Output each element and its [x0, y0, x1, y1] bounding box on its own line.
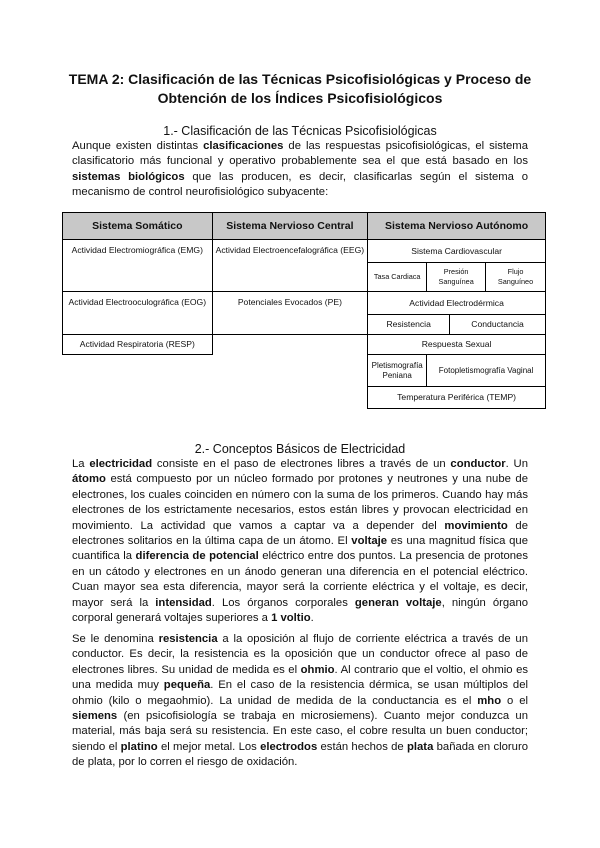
text-run: Se le denomina	[72, 633, 159, 645]
text-run: . Los órganos corporales	[211, 596, 355, 609]
text-run: el mejor metal. Los	[157, 740, 261, 753]
bold-term: mho	[477, 694, 502, 707]
text-run: . Un	[505, 458, 528, 470]
bold-term: plata	[406, 740, 434, 753]
bold-term: intensidad	[155, 596, 212, 609]
title-line-1: TEMA 2: Clasificación de las Técnicas Psicofisiológicas y Proceso de	[68, 71, 532, 87]
text-run: está compuesto por un núcleo formado por protones y neutrones y una nube de electrones, los cuales coinciden en número con la suma de los primeros. Cuando hay más electrones de los estrictamente necesarios, estos están libres y provocan electricidad en movimiento. La actividad que vamos a captar va a depender del	[72, 473, 528, 532]
bold-term: voltaje	[351, 535, 388, 548]
text-run: eléctrico entre dos puntos. La presencia de protones en un cátodo y electrones en un ánodo generan una diferencia en el potencial eléctrico. Cuan mayor sea esta diferencia, mayor será la corriente eléctrica y el voltaje, es decir, mayor será la	[72, 550, 528, 609]
bold-term: movimiento	[444, 519, 508, 532]
text-run: La	[72, 458, 90, 470]
header-central: Sistema Nervioso Central	[212, 213, 368, 240]
section-1-heading: 1.- Clasificación de las Técnicas Psicofisiológicas	[163, 124, 437, 138]
bold-term: electricidad	[89, 458, 153, 470]
cell-heart-rate: Tasa Cardiaca	[368, 263, 427, 292]
bold-term: diferencia de potencial	[135, 550, 259, 563]
cell-resp: Actividad Respiratoria (RESP)	[63, 335, 213, 355]
empty-cell	[63, 387, 213, 409]
text-run: (en psicofisiología se trabaja en microsiemens). Cuanto mejor conduzca un material, más baja será su resistencia. En este caso, el cobre resulta un buen conductor; siendo el	[72, 710, 528, 753]
empty-cell	[63, 355, 213, 387]
text-run: están hechos de	[317, 740, 407, 753]
bold-term: platino	[120, 740, 158, 753]
text-run: consiste en el paso de electrones libres a través de un	[152, 458, 451, 470]
header-autonomic: Sistema Nervioso Autónomo	[368, 213, 546, 240]
cell-eog: Actividad Electrooculográfica (EOG)	[63, 292, 213, 335]
bold-term: sistemas biológicos	[72, 170, 185, 183]
classification-table	[62, 212, 546, 409]
bold-term: pequeña	[163, 679, 211, 692]
cell-emg: Actividad Electromiográfica (EMG)	[63, 240, 213, 292]
text-run: de las respuestas psicofisiológicas, el sistema clasificatorio más funcional y operativo probablemente sea el que está basado en los	[72, 140, 528, 168]
text-run: que las producen, es decir, clasificarlas según el sistema o mecanismo de control neurofisiológico subyacente:	[72, 170, 529, 199]
bold-term: resistencia	[158, 633, 218, 645]
text-run: de electrones solitarios en la última capa de un átomo. El	[72, 519, 528, 548]
title-line-2: Obtención de los Índices Psicofisiológicos	[157, 90, 443, 106]
cell-eeg: Actividad Electroencefalográfica (EEG)	[212, 240, 368, 292]
section-2-heading: 2.- Conceptos Básicos de Electricidad	[194, 442, 406, 456]
cell-temperature: Temperatura Periférica (TEMP)	[368, 387, 546, 409]
text-run: Aunque existen distintas	[72, 140, 204, 152]
cell-penile-pleth: Pletismografía Peniana	[368, 355, 427, 387]
text-run: bañada en cloruro de plata, por lo corren el riesgo de oxidación.	[72, 740, 528, 769]
section-2-paragraph-2	[72, 632, 528, 771]
cell-cardiovascular: Sistema Cardiovascular	[368, 240, 546, 263]
text-run: , ningún órgano corporal generará voltajes superiores a	[72, 596, 529, 625]
section-2-paragraph-1	[72, 457, 528, 626]
bold-term: clasificaciones	[203, 140, 284, 152]
text-run: o el	[501, 694, 528, 707]
cell-blood-pressure: Presión Sanguínea	[427, 263, 486, 292]
cell-blood-flow: Flujo Sanguíneo	[486, 263, 546, 292]
cell-pe: Potenciales Evocados (PE)	[212, 292, 368, 335]
cell-sexual-response: Respuesta Sexual	[368, 335, 546, 355]
text-run: . Al contrario que el voltio, el ohmio es una medida muy	[72, 663, 529, 692]
cell-electrodermal: Actividad Electrodérmica	[368, 292, 546, 315]
document-title	[60, 70, 540, 108]
bold-term: electrodos	[260, 740, 318, 753]
text-run: a la oposición al flujo de corriente eléctrica a través de un conductor. Es decir, la resistencia es la oposición que un conductor ofrece al paso de electrones libres. Su unidad de medida es el	[72, 633, 528, 676]
bold-term: átomo	[72, 473, 106, 486]
bold-term: 1 voltio	[271, 612, 311, 625]
section-1-paragraph	[72, 139, 528, 201]
empty-cell	[212, 335, 368, 409]
cell-resistance: Resistencia	[368, 315, 450, 335]
text-run: . En el caso de la resistencia dérmica, se usan múltiplos del ohmio (kilo o megaohmio). La unidad de medida de la conductancia es el	[72, 679, 528, 707]
bold-term: generan voltaje	[354, 596, 442, 609]
bold-term: siemens	[72, 710, 118, 723]
header-somatic: Sistema Somático	[63, 213, 213, 240]
cell-conductance: Conductancia	[450, 315, 546, 335]
text-run: es una magnitud física que cuantifica la	[72, 535, 528, 563]
bold-term: ohmio	[300, 663, 335, 676]
text-run: .	[310, 612, 314, 625]
cell-vaginal-pleth: Fotopletismografía Vaginal	[427, 355, 546, 387]
bold-term: conductor	[450, 458, 506, 470]
